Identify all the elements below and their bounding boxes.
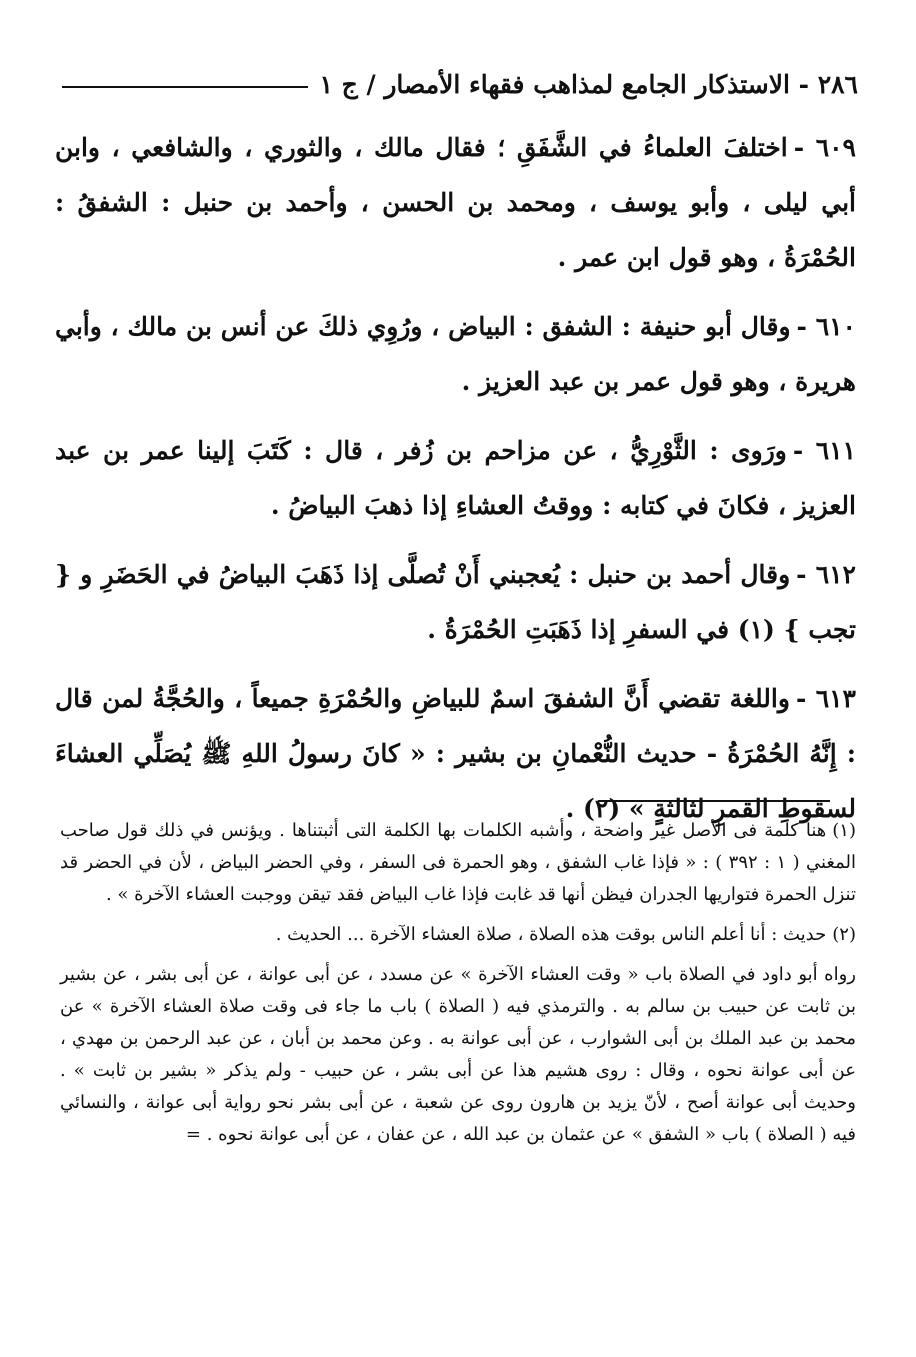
paragraph-609: [55, 120, 856, 285]
footnotes: [60, 815, 856, 1159]
paragraph-text: وقال أحمد بن حنبل : يُعجبني أَنْ تُصلَّى إذا ذَهَبَ البياضُ في الحَضَرِ و { تجب } (١) في السفرِ إذا ذَهَبَتِ الحُمْرَةُ .: [55, 560, 856, 644]
footnote-text: حديث : أنا أعلم الناس بوقت هذه الصلاة ، صلاة العشاء الآخرة ... الحديث .: [275, 924, 827, 945]
running-header: [62, 62, 858, 106]
footnote-2-continuation: [60, 959, 856, 1151]
header-rule: [62, 86, 308, 88]
paragraph-613: [55, 671, 856, 836]
header-title: ٢٨٦ - الاستذكار الجامع لمذاهب فقهاء الأمصار / ج ١: [319, 69, 858, 99]
paragraph-number: ٦١١ -: [792, 436, 856, 465]
paragraph-number: ٦١٢ -: [796, 560, 856, 589]
main-text: [55, 120, 856, 850]
paragraph-text: ورَوى : الثَّوْرِيُّ ، عن مزاحم بن زُفر ، قال : كَتَبَ إلينا عمر بن عبد العزيز ، فكانَ في كتابه : ووقتُ العشاءِ إذا ذهبَ البياضُ .: [55, 436, 856, 520]
footnote-label: (١): [832, 820, 856, 841]
footnote-text: رواه أبو داود في الصلاة باب « وقت العشاء الآخرة » عن مسدد ، عن أبى عوانة ، عن أبى بشر ، عن بشير بن ثابت عن حبيب بن سالم به . والترمذي فيه ( الصلاة ) باب ما جاء فى وقت صلاة العشاء الآخرة » عن محمد بن عبد الملك بن أبى الشوارب ، عن أبى عوانة به . وعن محمد بن أبان ، عن عبد الرحمن بن مهدي ، عن أبى عوانة نحوه ، وقال : روى هشيم هذا عن أبى بشر ، عن حبيب - ولم يذكر « بشير بن ثابت » . وحديث أبى عوانة أصح ، لأنّ يزيد بن هارون روى عن شعبة ، عن أبى بشر نحو رواية أبى عوانة ، والنسائي فيه ( الصلاة ) باب « الشفق » عن عثمان بن عبد الله ، عن عفان ، عن أبى عوانة نحوه . =: [60, 964, 856, 1145]
paragraph-number: ٦٠٩ -: [793, 133, 856, 162]
paragraph-text: وقال أبو حنيفة : الشفق : البياض ، ورُوِي ذلكَ عن أنس بن مالك ، وأبي هريرة ، وهو قول عمر بن عبد العزيز .: [55, 312, 856, 396]
footnote-divider: [598, 800, 830, 802]
footnote-1: [60, 815, 856, 911]
paragraph-text: اختلفَ العلماءُ في الشَّفَقِ ؛ فقال مالك ، والثوري ، والشافعي ، وابن أبي ليلى ، وأبو يوسف ، ومحمد بن الحسن ، وأحمد بن حنبل : الشفقُ : الحُمْرَةُ ، وهو قول ابن عمر .: [55, 133, 856, 272]
paragraph-text: واللغة تقضي أَنَّ الشفقَ اسمٌ للبياضِ والحُمْرَةِ جميعاً ، والحُجَّةُ لمن قال : إِنَّهُ الحُمْرَةُ - حديث النُّعْمانِ بن بشير : « كانَ رسولُ اللهِ ﷺ يُصَلِّي العشاءَ لسقوطِ القمرِ لثالثةٍ » (٢) .: [55, 684, 856, 823]
paragraph-number: ٦١٠ -: [796, 312, 856, 341]
footnote-text: هنا كلمة فى الأصل غير واضحة ، وأشبه الكلمات بها الكلمة التى أثبتناها . ويؤنس في ذلك قول صاحب المغني ( ١ : ٣٩٢ ) : « فإذا غاب الشفق ، وهو الحمرة فى السفر ، وفي الحضر البياض ، لأن في الحضر قد تنزل الحمرة فتواريها الجدران فيظن أنها قد غابت فإذا غاب البياض فقد تيقن ووجبت العشاء الآخرة » .: [60, 820, 857, 905]
paragraph-612: [55, 547, 856, 657]
paragraph-number: ٦١٣ -: [795, 684, 856, 713]
footnote-2: [60, 919, 856, 951]
paragraph-611: [55, 423, 856, 533]
paragraph-610: [55, 299, 856, 409]
footnote-label: (٢): [832, 924, 856, 945]
